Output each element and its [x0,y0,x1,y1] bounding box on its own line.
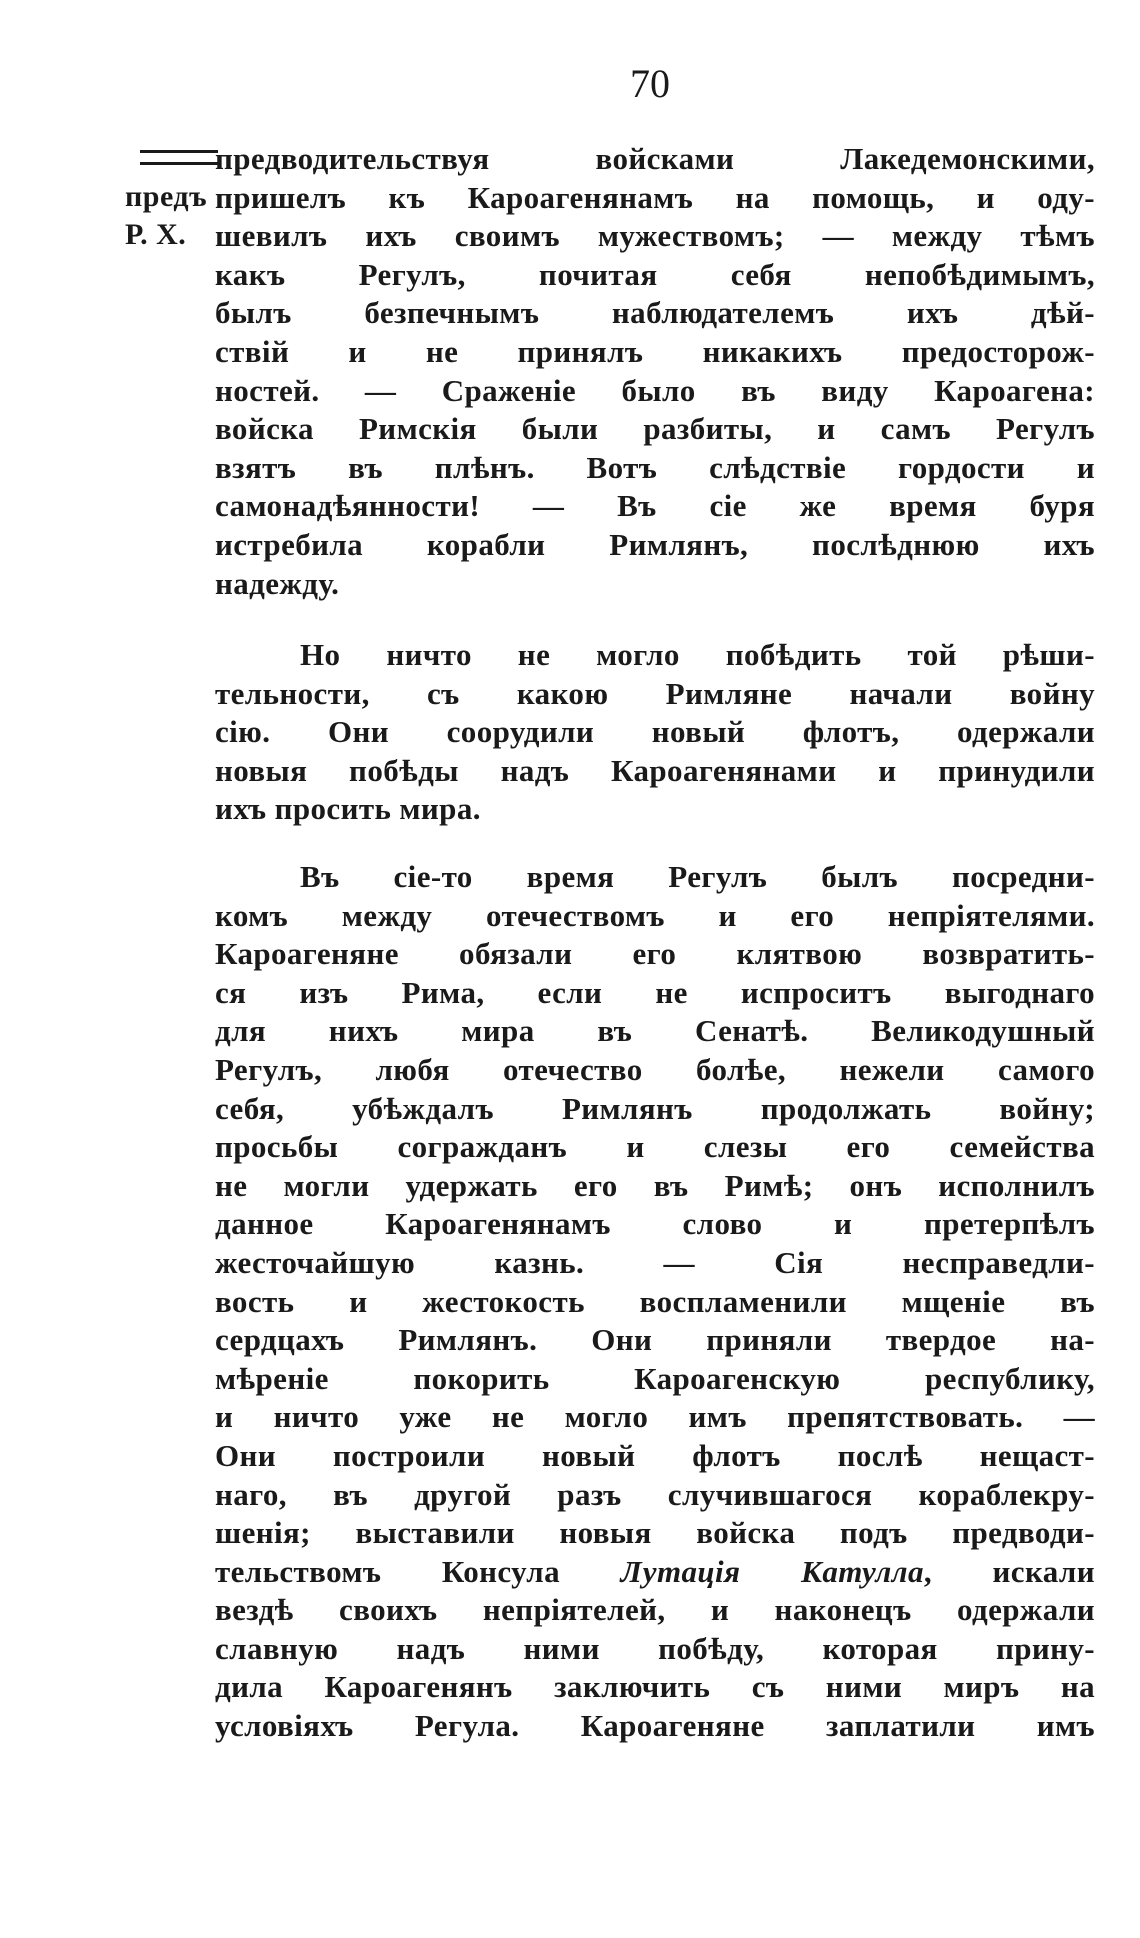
text-line: самонадѣянности! — Въ сіе же время буря [215,488,1095,524]
margin-note-before: предъ [125,180,208,213]
text-line: взятъ въ плѣнъ. Вотъ слѣдствіе гордости и [215,449,1095,485]
text-line: новыя побѣды надъ Кароагенянами и принудили [215,752,1095,788]
text-line: истребила корабли Римлянъ, послѣднюю ихъ [215,526,1095,562]
text-line: просьбы согражданъ и слезы его семейства [215,1129,1095,1165]
text-segment: тельствомъ Консула [215,1553,621,1589]
text-line: для нихъ мира въ Сенатѣ. Великодушный [215,1013,1095,1049]
text-line: Регулъ, любя отечество болѣе, нежели самого [215,1051,1095,1087]
paragraph-1 [215,140,1095,603]
text-line: ихъ просить мира. [215,791,481,827]
text-line: и ничто уже не могло имъ препятствовать. — [215,1399,1095,1435]
text-line: наго, въ другой разъ случившагося кораблекру- [215,1476,1095,1512]
text-line: Но ничто не могло побѣдить той рѣши- [300,637,1095,672]
text-line: условіяхъ Регула. Кароагеняне заплатили имъ [215,1708,1095,1744]
text-line: мѣреніе покорить Кароагенскую республику, [215,1360,1095,1396]
text-line: былъ безпечнымъ наблюдателемъ ихъ дѣй- [215,295,1095,331]
paragraph-2 [215,636,1095,829]
consul-name-italic: Лутація Катулла [620,1553,924,1589]
text-line: сердцахъ Римлянъ. Они приняли твердое на- [215,1322,1095,1358]
text-line: жесточайшую казнь. — Сія несправедли- [215,1244,1095,1280]
text-line: дила Кароагенянъ заключить съ ними миръ на [215,1669,1095,1705]
text-line: войска Римскія были разбиты, и самъ Регулъ [215,411,1095,447]
page-number: 70 [630,61,670,106]
text-line: надежду. [215,565,340,601]
text-line: пришелъ къ Кароагенянамъ на помощь, и оду- [215,179,1095,215]
text-line-with-italic [215,1553,1095,1592]
text-line: комъ между отечествомъ и его непріятелями. [215,897,1095,933]
text-line: ся изъ Рима, если не испроситъ выгоднаго [215,974,1095,1010]
text-line: тельности, съ какою Римляне начали войну [215,675,1095,711]
text-line: славную надъ ними побѣду, которая прину- [215,1630,1095,1666]
text-line: вость и жестокость воспламенили мщеніе въ [215,1283,1095,1319]
paragraph-3 [215,858,1095,1746]
text-line: Они построили новый флотъ послѣ нещаст- [215,1437,1095,1473]
text-line: вездѣ своихъ непріятелей, и наконецъ одержали [215,1592,1095,1628]
margin-note-era: Р. Х. [125,218,187,251]
text-line: данное Кароагенянамъ слово и претерпѣлъ [215,1206,1095,1242]
text-line: шевилъ ихъ своимъ мужествомъ; — между тѣмъ [215,218,1095,254]
text-line: сію. Они соорудили новый флотъ, одержали [215,714,1095,750]
text-line: шенія; выставили новыя войска подъ предводи- [215,1515,1095,1551]
text-line: ствій и не принялъ никакихъ предосторож- [215,333,1095,369]
text-line: Кароагеняне обязали его клятвою возвратить- [215,936,1095,972]
margin-rule [140,150,218,165]
text-line: себя, убѣждалъ Римлянъ продолжать войну; [215,1090,1095,1126]
text-segment: , искали [923,1553,1095,1589]
text-line: предводительствуя войсками Лакедемонскими, [215,141,1095,176]
text-line: ностей. — Сраженіе было въ виду Кароагена: [215,372,1095,408]
text-line: какъ Регулъ, почитая себя непобѣдимымъ, [215,256,1095,292]
text-line: не могли удержать его въ Римѣ; онъ исполнилъ [215,1167,1095,1203]
text-line: Въ сіе-то время Регулъ былъ посредни- [300,859,1095,894]
